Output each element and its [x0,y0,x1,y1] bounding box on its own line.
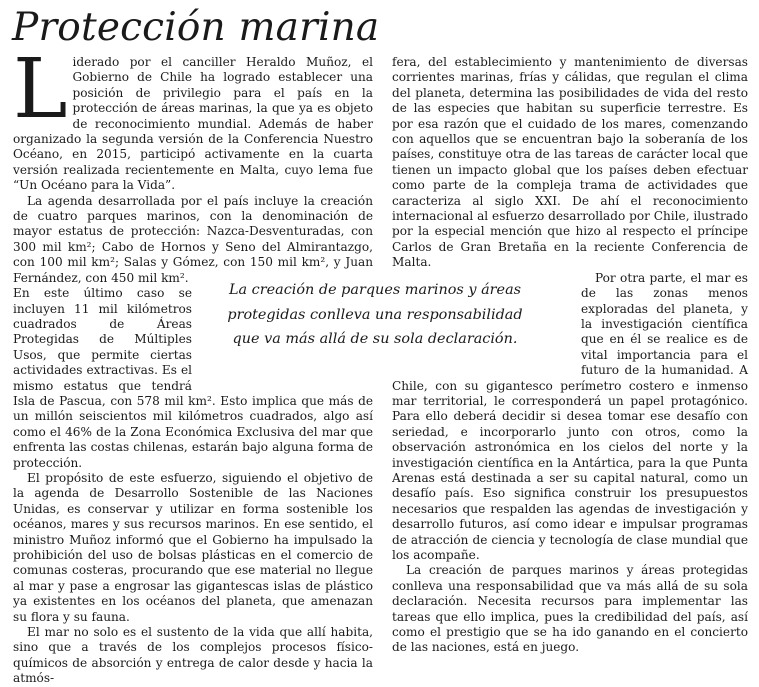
paragraph-6: fera, del establecimiento y mantenimiento de diversas corrientes marinas, frías y cálidas, que regulan el clima del planeta, determina las posibilidades de vida del resto de las especies que habitan su superficie terrestre. Es por esa razón que el cuidado de los mares, comenzando con aquellos que se encuentran bajo la soberanía de los países, constituye otra de las tareas de carácter local que tienen un impacto global que los países deben efectuar como parte de la compleja trama de actividades que caracteriza al siglo XXI. De ahí el reconocimiento internacional al esfuerzo desarrollado por Chile, ilustrado por la especial mención que hizo al respecto el príncipe Carlos de Gran Bretaña en la reciente Conferencia de Malta. [392,55,748,270]
pull-quote: La creación de parques marinos y áreas protegidas conlleva una responsabilidad que va más allá de su sola declaración. [227,282,523,347]
paragraph-7: Por otra parte, el mar es de las zonas menos exploradas del planeta, y la investigación científica que en él se realice es de vital importancia para el futuro de la humanidad. A Chile, con su gigantesco perímetro costero e inmenso mar territorial, le corresponderá un papel protagónico. Para ello deberá decidir si desea tomar ese desafío con seriedad, e incorporarlo junto con otros, como la observación astronómica en los cielos del norte y la investigación científica en la Antártica, para la que Punta Arenas está destinada a ser su capital natural, como un desafío país. Eso significa construir los presupuestos necesarios que respalden las agendas de investigación y desarrollo futuros, así como idear e impulsar programas de atracción de ciencia y tecnología de clase mundial que los acompañe. [392,270,748,562]
drop-cap: L [13,42,68,137]
paragraph-3: En este último caso se incluyen 11 mil kilómetros cuadrados de Áreas Protegidas de Múltiples Usos, que permite ciertas actividades extractivas. Es el mismo estatus que tendrá Isla de Pascua, con 578 mil km². Esto implica que más de un millón seiscientos mil kilómetros cuadrados, algo así como el 46% de la Zona Económica Exclusiva del mar que enfrenta las costas chilenas, estarán bajo alguna forma de protección. [13,286,373,470]
left-column [13,42,373,687]
right-column [392,55,748,656]
paragraph-2: La agenda desarrollada por el país incluye la creación de cuatro parques marinos, con la denominación de mayor estatus de protección: Nazca-Desventuradas, con 300 mil km²; Cabo de Hornos y Seno del Almirantazgo, con 100 mil km²; Salas y Gómez, con 150 mil km², y Juan Fernández, con 450 mil km². [13,193,373,285]
paragraph-8: La creación de parques marinos y áreas protegidas conlleva una responsabilidad que va más allá de su sola declaración. Necesita recursos para implementar las tareas que ello implica, pues la credibilidad del país, así como el prestigio que se ha ido ganando en el concierto de las naciones, está en juego. [392,563,748,655]
paragraph-1: Liderado por el canciller Heraldo Muñoz, el Gobierno de Chile ha logrado establecer una posición de privilegio para el país en la protección de áreas marinas, la que ya es objeto de reconocimiento mundial. Además de haber organizado la segunda versión de la Conferencia Nuestro Océano, en 2015, participó activamente en la cuarta versión realizada recientemente en Malta, cuyo lema fue “Un Océano para la Vida”. [13,42,373,193]
paragraph-5: El mar no solo es el sustento de la vida que allí habita, sino que a través de los complejos procesos físico-químicos de absorción y entrega de calor desde y hacia la atmós- [13,625,373,686]
paragraph-4: El propósito de este esfuerzo, siguiendo el objetivo de la agenda de Desarrollo Sostenible de las Naciones Unidas, es conservar y utilizar en forma sostenible los océanos, mares y sus recursos marinos. En ese sentido, el ministro Muñoz informó que el Gobierno ha impulsado la prohibición del uso de bolsas plásticas en el comercio de comunas costeras, procurando que ese material no llegue al mar y pase a engrosar las gigantescas islas de plástico ya existentes en los océanos del planeta, que amenazan su flora y su fauna. [13,470,373,624]
article-title: Protección marina [12,5,380,50]
